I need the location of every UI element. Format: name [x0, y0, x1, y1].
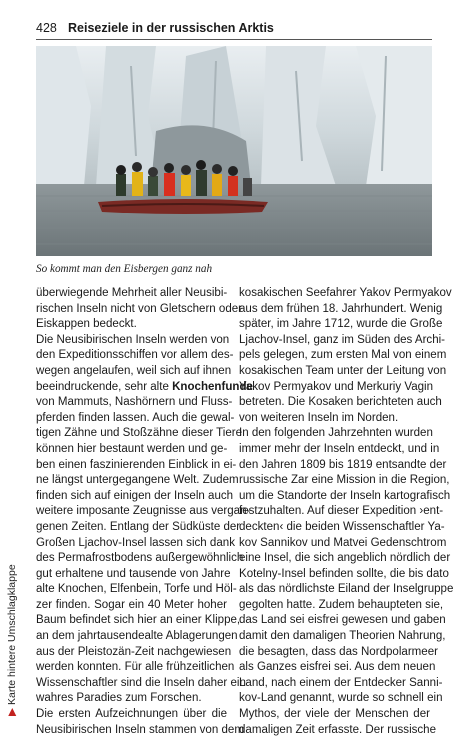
- text-line: kosakischen Seefahrer Yakov Permyakov: [239, 287, 452, 299]
- text-line: Baum befindet sich hier an einer Klippe,: [36, 614, 241, 627]
- text-line: aus dem frühen 18. Jahrhundert. Wenig: [239, 302, 443, 315]
- iceberg-zodiac-photo: [36, 46, 432, 256]
- text-line: wegen angelaufen, weil sich auf ihnen: [36, 364, 232, 377]
- text-line: genen Zeiten. Entlang der Südküste der: [36, 520, 241, 533]
- text-column-left: [36, 286, 253, 738]
- text-line: als das nördlichste Eiland der Inselgruppe: [239, 583, 454, 596]
- running-title: Reiseziele in der russischen Arktis: [68, 21, 274, 35]
- text-line: Mythos, der viele der Menschen der: [239, 708, 430, 721]
- text-line: kov Sannikov und Matvei Gedenschtrom: [239, 536, 447, 549]
- text-line: aus der Pleistozän-Zeit nachgewiesen: [36, 645, 232, 658]
- arrow-icon: ▶: [6, 707, 18, 716]
- text-line: kov-Land genannt, wurde so schnell ein: [239, 692, 443, 705]
- text-line: pels gelegen, zum ersten Mal von einem: [239, 349, 447, 362]
- text-line: Yakov Permyakov und Merkuriy Vagin: [239, 380, 434, 393]
- page-number: 428: [36, 21, 57, 35]
- text-line: Die Neusibirischen Inseln werden von: [36, 333, 230, 346]
- text-line-with-bold: [36, 380, 253, 396]
- text-line: finden sich auf einigen der Inseln auch: [36, 489, 234, 502]
- text-line: russische Zar eine Mission in die Region,: [239, 474, 450, 487]
- text-line: die besagten, dass das Nordpolarmeer: [239, 645, 438, 658]
- text-line: immer mehr der Inseln entdeckt, und in: [239, 442, 440, 455]
- text-line: von weiteren Inseln im Norden.: [239, 411, 399, 424]
- text-line: weitere imposante Zeugnisse aus vergan-: [36, 505, 251, 518]
- text-line: betreten. Die Kosaken berichteten auch: [239, 396, 442, 409]
- text-line: das Land sei eisfrei gewesen und gaben: [239, 614, 446, 627]
- text-line: deckten‹ die beiden Wissenschaftler Ya-: [239, 520, 445, 533]
- text-line: eine Insel, die sich angeblich nördlich der: [239, 552, 451, 565]
- text-line: als Ganzes eisfrei sei. Aus dem neuen: [239, 661, 436, 674]
- text-line: wahres Paradies zum Forschen.: [36, 692, 202, 705]
- map-reference-note: [6, 564, 18, 716]
- text-line: damaligen Zeit erfasste. Der russische: [239, 723, 437, 736]
- text-line: gut erhaltene und tausende von Jahre: [36, 567, 231, 580]
- text-line: können hier bestaunt werden und ge-: [36, 442, 228, 455]
- text-line: Die ersten Aufzeichnungen über die: [36, 708, 227, 721]
- text-line: damit den damaligen Theorien Nahrung,: [239, 630, 446, 643]
- text-line: tigen Zähne und Stoßzähne dieser Tiere: [36, 427, 243, 440]
- text-line: den Jahren 1809 bis 1819 entsandte der: [239, 458, 447, 471]
- text-line: festzuhalten. Auf dieser Expedition ›ent-: [239, 505, 444, 518]
- text-line: überwiegende Mehrheit aller Neusibi-: [36, 287, 228, 299]
- text-line: ne längst untergegangene Welt. Zudem: [36, 474, 239, 487]
- text-line: an dem jahrtausendealte Ablagerungen: [36, 630, 238, 643]
- text-line: alte Knochen, Elfenbein, Torfe und Höl-: [36, 583, 237, 596]
- text-line: werden konnten. Für alle frühzeitlichen: [36, 661, 235, 674]
- text-line: Großen Ljachov-Insel lassen sich dank: [36, 536, 235, 549]
- photo-caption: So kommt man den Eisbergen ganz nah: [36, 263, 213, 275]
- text-line: Ljachov-Insel, ganz im Süden des Archi-: [239, 333, 446, 346]
- text-line: von Mammuts, Nashörnern und Fluss-: [36, 396, 233, 409]
- text-line: gegolten hatte. Zudem behaupteten sie,: [239, 598, 444, 611]
- header-rule: [36, 39, 432, 40]
- text-line: des Permafrostbodens außergewöhnlich: [36, 552, 244, 565]
- text-column-right: [239, 286, 454, 738]
- text-line: rischen Inseln nicht von Gletschern oder: [36, 302, 243, 315]
- text-line: um die Standorte der Inseln kartografisch: [239, 489, 451, 502]
- text-line: Land, nach einem der Entdecker Sanni-: [239, 676, 443, 689]
- text-line: kosakischen Team unter der Leitung von: [239, 364, 447, 377]
- text-line: ben einen faszinierenden Einblick in ei-: [36, 458, 237, 471]
- text-segment: beeindruckende, sehr alte: [36, 380, 173, 393]
- map-reference-text: Karte hintere Umschlagklappe: [6, 564, 18, 705]
- bold-term: Knochenfunde: [172, 380, 253, 393]
- text-line: zer finden. Sogar ein 40 Meter hoher: [36, 598, 227, 611]
- page-header: [36, 15, 432, 37]
- text-line: später, im Jahre 1712, wurde die Große: [239, 318, 443, 331]
- text-line: den Expeditionsschiffen vor allem des-: [36, 349, 234, 362]
- text-line: Neusibirischen Inseln stammen von dem: [36, 723, 244, 736]
- text-line: Eiskappen bedeckt.: [36, 318, 137, 331]
- text-line: Kotelny-Insel befinden sollte, die bis dato: [239, 567, 449, 580]
- text-line: Wissenschaftler sind die Inseln daher ein: [36, 676, 246, 689]
- text-line: In den folgenden Jahrzehnten wurden: [239, 427, 433, 440]
- text-line: pferden finden lassen. Auch die gewal-: [36, 411, 235, 424]
